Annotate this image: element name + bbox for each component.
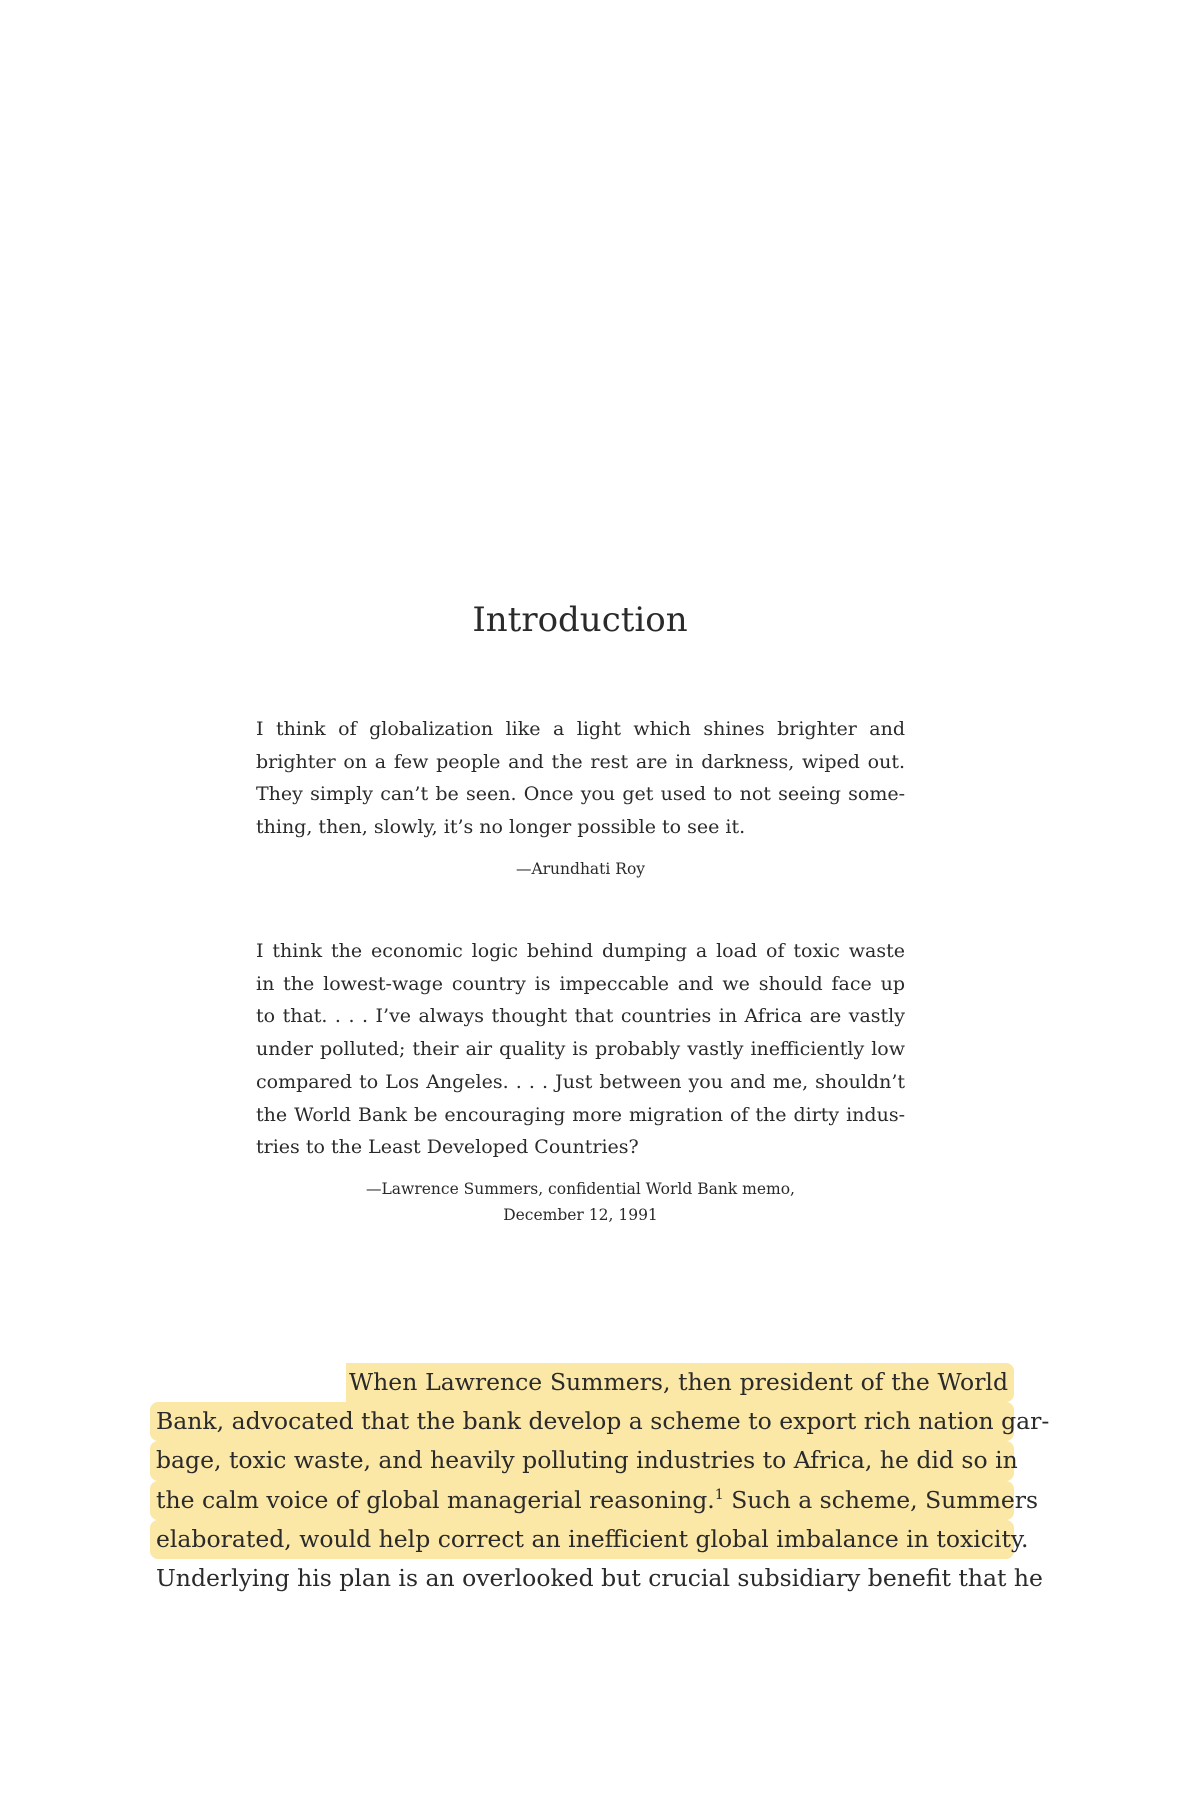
highlighted-line: Bank, advocated that the bank develop a scheme to export rich nation gar- (150, 1402, 1014, 1441)
highlighted-line: When Lawrence Summers, then president of the World (156, 1363, 1014, 1402)
highlighted-line: bage, toxic waste, and heavily polluting industries to Africa, he did so in (150, 1441, 1014, 1480)
epigraph-line: tries to the Least Developed Countries? (256, 1136, 639, 1159)
epigraph-line: in the lowest-wage country is impeccable and we should face up (256, 972, 905, 995)
epigraph-line: to that. . . . I’ve always thought that countries in Africa are vastly (256, 1005, 905, 1028)
attribution-line: December 12, 1991 (503, 1205, 658, 1224)
attribution-line: —Arundhati Roy (515, 859, 646, 878)
epigraph-attribution (256, 856, 905, 882)
highlighted-line (150, 1481, 1039, 1520)
epigraph-line: the World Bank be encouraging more migration of the dirty indus- (256, 1103, 905, 1126)
attribution-line: —Lawrence Summers, confidential World Bank memo, (366, 1179, 795, 1198)
epigraph-summers (256, 935, 905, 1228)
chapter-title: Introduction (472, 600, 688, 640)
body-line: Underlying his plan is an overlooked but crucial subsidiary benefit that he (156, 1564, 1043, 1593)
epigraph-quote (256, 713, 905, 844)
body-paragraph (156, 1363, 1050, 1598)
epigraph-line: I think of globalization like a light which shines brighter and (256, 718, 905, 740)
body-sentence: the calm voice of global managerial reasoning. (156, 1485, 715, 1514)
epigraph-line: compared to Los Angeles. . . . Just between you and me, shouldn’t (256, 1070, 905, 1093)
body-sentence: Such a scheme, Summers (731, 1485, 1039, 1514)
epigraph-quote (256, 935, 905, 1164)
epigraph-line: brighter on a few people and the rest are in darkness, wiped out. (256, 750, 905, 773)
epigraph-roy (256, 713, 905, 882)
epigraph-line: thing, then, slowly, it’s no longer possible to see it. (256, 816, 746, 839)
highlighted-line: elaborated, would help correct an inefficient global imbalance in toxicity. (150, 1520, 1014, 1559)
footnote-marker[interactable]: 1 (714, 1486, 724, 1503)
epigraph-line: They simply can’t be seen. Once you get used to not seeing some- (256, 783, 905, 806)
epigraph-attribution (256, 1176, 905, 1228)
epigraph-line: under polluted; their air quality is probably vastly inefficiently low (256, 1038, 905, 1061)
epigraph-line: I think the economic logic behind dumping a load of toxic waste (256, 940, 905, 962)
